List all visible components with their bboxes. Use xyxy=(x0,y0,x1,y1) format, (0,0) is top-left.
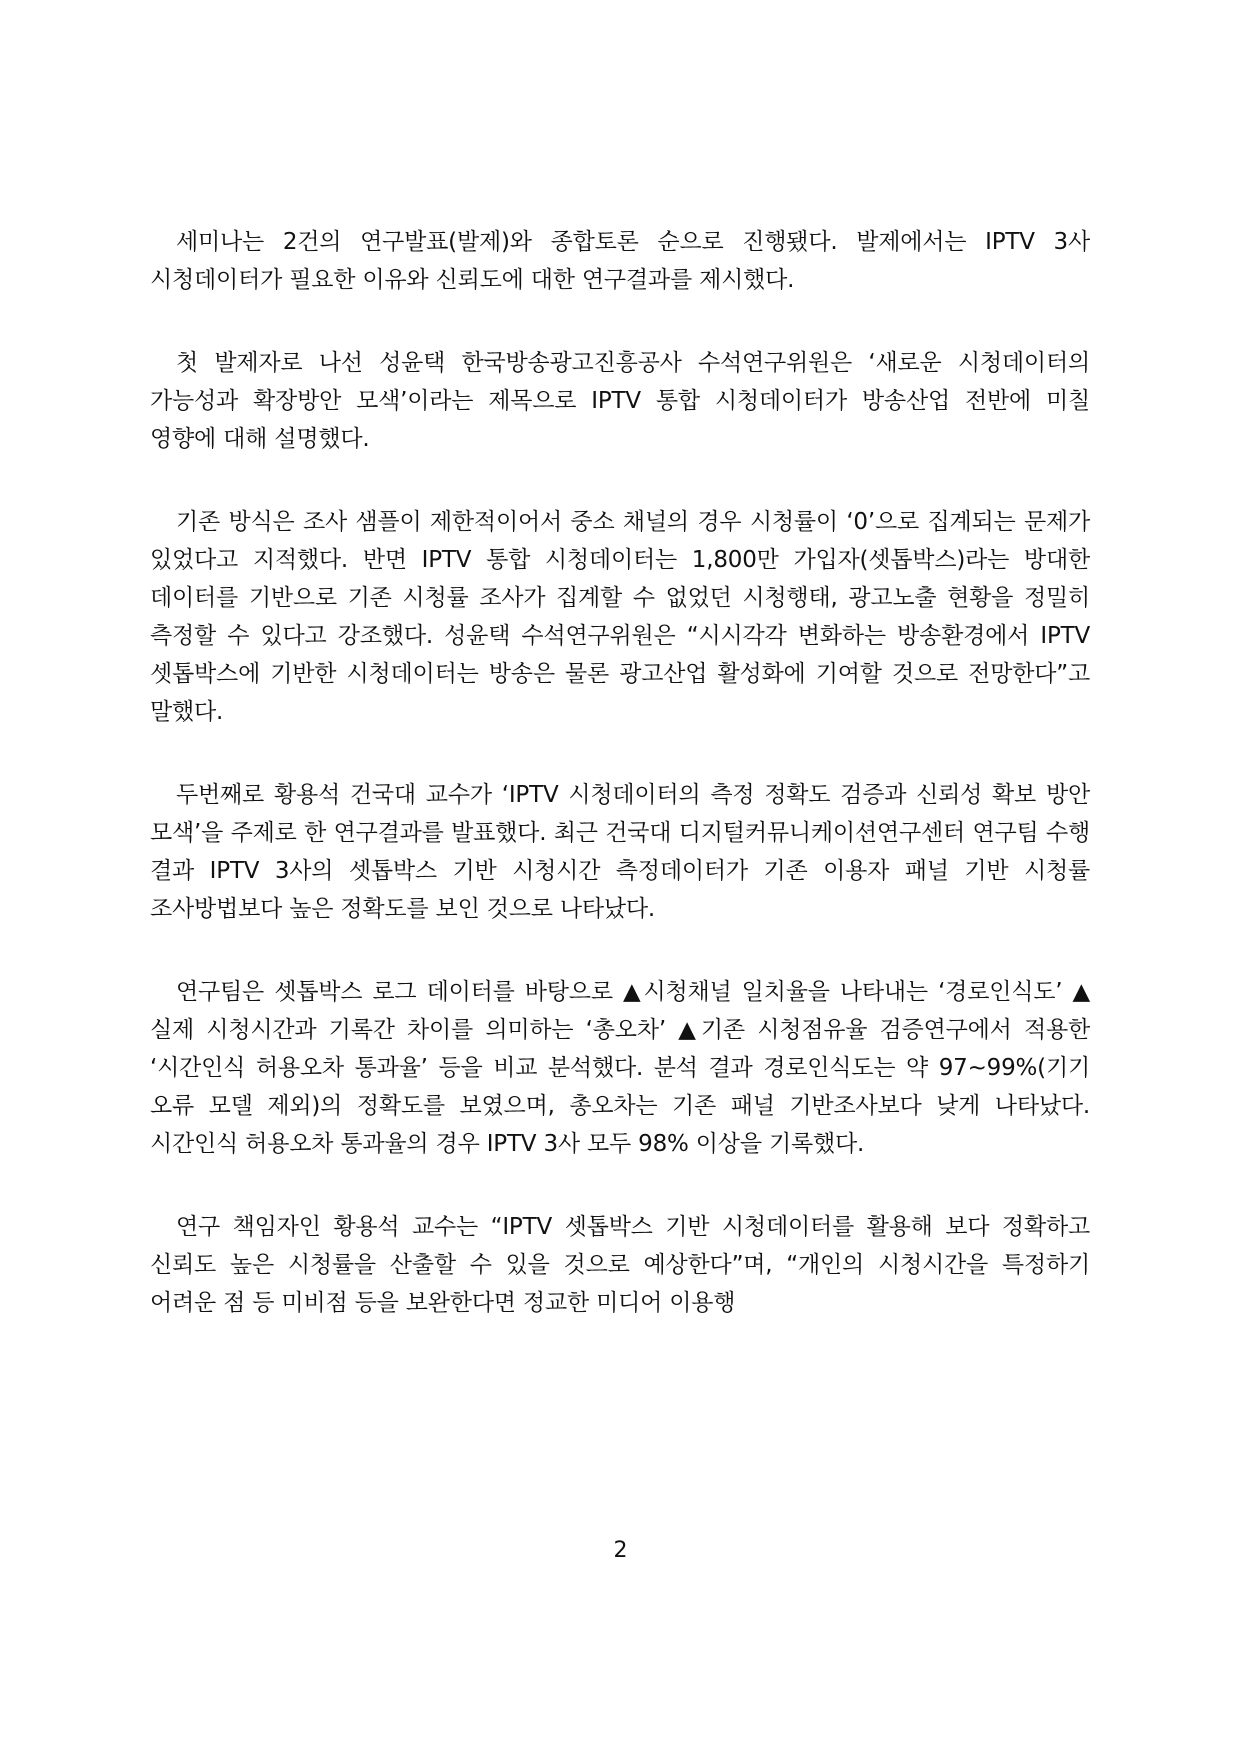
paragraph: 연구팀은 셋톱박스 로그 데이터를 바탕으로 ▲시청채널 일치율을 나타내는 ‘경로인식도’ ▲실제 시청시간과 기록간 차이를 의미하는 ‘총오차’ ▲기존 시청점유율 검증연구에서 적용한 ‘시간인식 허용오차 통과율’ 등을 비교 분석했다. 분석 결과 경로인식도는 약 97~99%(기기 오류 모델 제외)의 정확도를 보였으며, 총오차는 기존 패널 기반조사보다 낮게 나타났다. 시간인식 허용오차 통과율의 경우 IPTV 3사 모두 98% 이상을 기록했다. xyxy=(150,979,1090,1157)
page-number: 2 xyxy=(613,1538,628,1563)
paragraph: 두번째로 황용석 건국대 교수가 ‘IPTV 시청데이터의 측정 정확도 검증과 신뢰성 확보 방안 모색’을 주제로 한 연구결과를 발표했다. 최근 건국대 디지털커뮤니케이션연구센터 연구팀 수행 결과 IPTV 3사의 셋톱박스 기반 시청시간 측정데이터가 기존 이용자 패널 기반 시청률 조사방법보다 높은 정확도를 보인 것으로 나타났다. xyxy=(150,782,1090,922)
paragraph: 연구 책임자인 황용석 교수는 “IPTV 셋톱박스 기반 시청데이터를 활용해 보다 정확하고 신뢰도 높은 시청률을 산출할 수 있을 것으로 예상한다”며, “개인의 시청시간을 특정하기 어려운 점 등 미비점 등을 보완한다면 정교한 미디어 이용행 xyxy=(150,1214,1090,1316)
paragraph: 첫 발제자로 나선 성윤택 한국방송광고진흥공사 수석연구위원은 ‘새로운 시청데이터의 가능성과 확장방안 모색’이라는 제목으로 IPTV 통합 시청데이터가 방송산업 전반에 미칠 영향에 대해 설명했다. xyxy=(150,350,1090,452)
paragraph: 세미나는 2건의 연구발표(발제)와 종합토론 순으로 진행됐다. 발제에서는 IPTV 3사 시청데이터가 필요한 이유와 신뢰도에 대한 연구결과를 제시했다. xyxy=(150,229,1090,293)
paragraph: 기존 방식은 조사 샘플이 제한적이어서 중소 채널의 경우 시청률이 ‘0’으로 집계되는 문제가 있었다고 지적했다. 반면 IPTV 통합 시청데이터는 1,800만 가입자(셋톱박스)라는 방대한 데이터를 기반으로 기존 시청률 조사가 집계할 수 없었던 시청행태, 광고노출 현황을 정밀히 측정할 수 있다고 강조했다. 성윤택 수석연구위원은 “시시각각 변화하는 방송환경에서 IPTV 셋톱박스에 기반한 시청데이터는 방송은 물론 광고산업 활성화에 기여할 것으로 전망한다”고 말했다. xyxy=(150,509,1090,725)
body-text xyxy=(150,223,1090,1367)
